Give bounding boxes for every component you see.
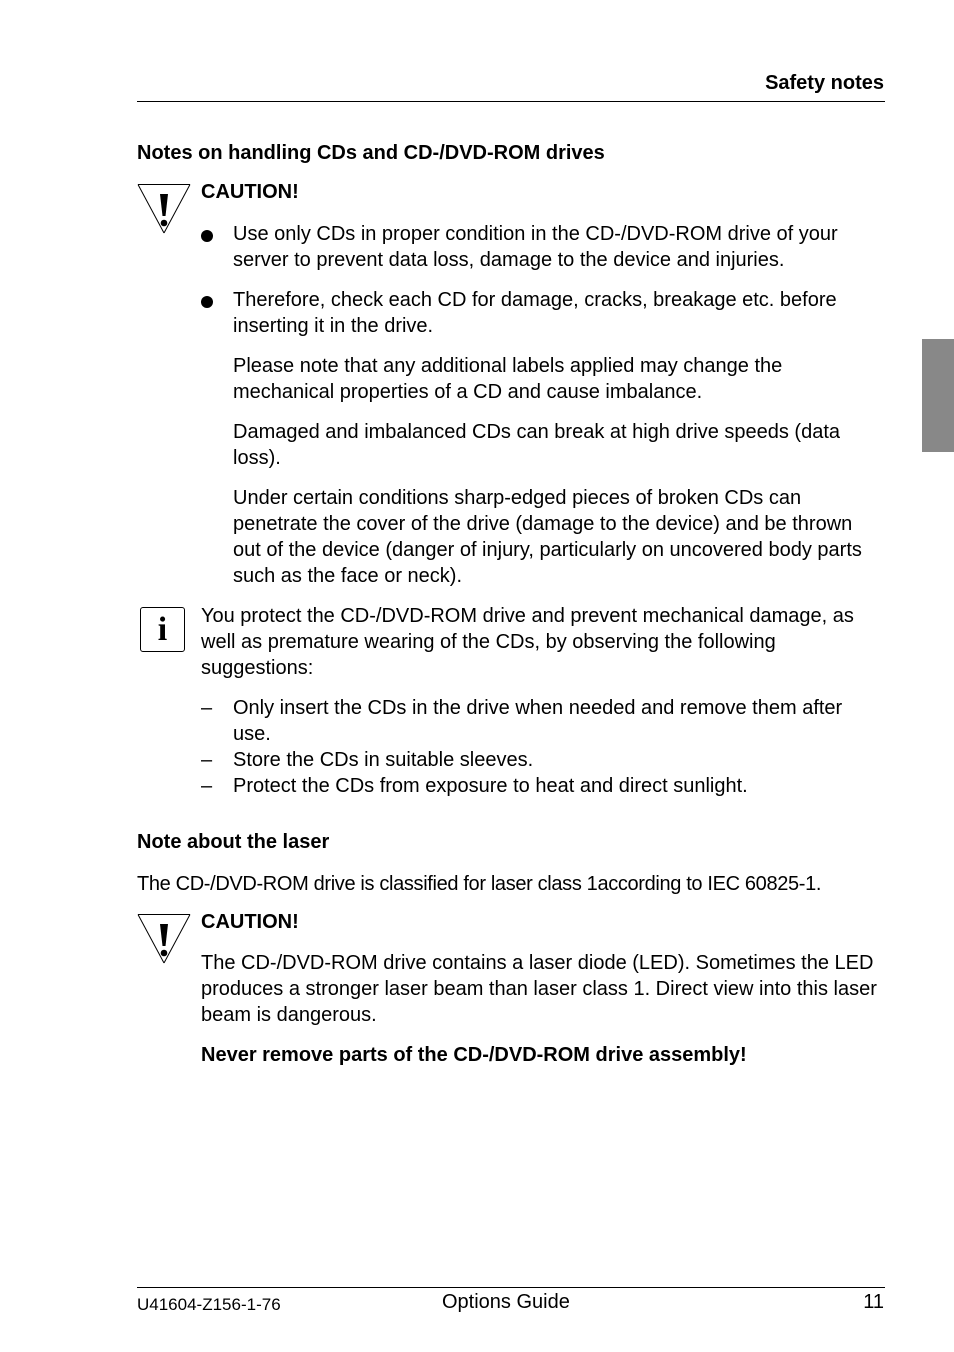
info-icon: i <box>140 607 185 652</box>
suggestion-item: Only insert the CDs in the drive when needed and remove them after use. <box>233 697 843 745</box>
bullet-item: Therefore, check each CD for damage, cracks, breakage etc. before inserting it in the drive. <box>233 289 837 337</box>
footer-guide-title: Options Guide <box>442 1291 570 1313</box>
suggestion-item: Store the CDs in suitable sleeves. <box>233 749 534 771</box>
paragraph-imbalance: Damaged and imbalanced CDs can break at high drive speeds (data loss). <box>233 421 841 469</box>
list-dash: – <box>201 749 213 771</box>
running-header-title: Safety notes <box>765 72 884 94</box>
paragraph-sharp-edges: Under certain conditions sharp-edged pieces of broken CDs can penetrate the cover of the drive (damage to the device) and be thrown out of the device (danger of injury, particularly on uncovered body parts such as the face or neck). <box>233 487 862 587</box>
bullet-icon <box>201 296 213 308</box>
list-dash: – <box>201 697 213 719</box>
section-heading-laser: Note about the laser <box>137 831 330 853</box>
info-note-text: You protect the CD-/DVD-ROM drive and prevent mechanical damage, as well as premature wearing of the CDs, by observing the following suggestions: <box>201 605 854 679</box>
header-divider <box>137 101 885 102</box>
list-dash: – <box>201 775 213 797</box>
bullet-item: Use only CDs in proper condition in the CD-/DVD-ROM drive of your server to prevent data loss, damage to the device and injuries. <box>233 223 838 271</box>
paragraph-labels: Please note that any additional labels applied may change the mechanical properties of a CD and cause imbalance. <box>233 355 783 403</box>
warning-triangle-icon <box>137 184 191 236</box>
suggestion-item: Protect the CDs from exposure to heat and direct sunlight. <box>233 775 748 797</box>
laser-intro-text: The CD-/DVD-ROM drive is classified for laser class 1according to IEC 60825-1. <box>137 873 822 895</box>
bullet-icon <box>201 230 213 242</box>
caution-label: CAUTION! <box>201 911 299 933</box>
footer-divider <box>137 1287 885 1288</box>
laser-caution-text: The CD-/DVD-ROM drive contains a laser diode (LED). Sometimes the LED produces a stronger laser beam than laser class 1. Direct view into this laser beam is dangerous. <box>201 952 877 1026</box>
laser-warning-bold: Never remove parts of the CD-/DVD-ROM drive assembly! <box>201 1044 747 1066</box>
chapter-thumb-tab <box>922 339 954 452</box>
section-heading-cds: Notes on handling CDs and CD-/DVD-ROM drives <box>137 142 605 164</box>
caution-label: CAUTION! <box>201 181 299 203</box>
footer-doc-number: U41604-Z156-1-76 <box>137 1295 281 1314</box>
page-number: 11 <box>863 1291 884 1313</box>
warning-triangle-icon <box>137 914 191 966</box>
